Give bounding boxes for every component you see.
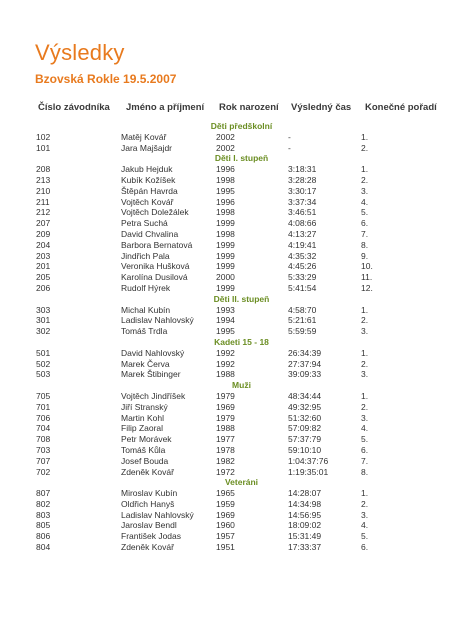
table-row <box>0 369 457 380</box>
racer-number: 803 <box>36 509 51 520</box>
table-row <box>0 283 457 294</box>
final-time: 26:34:39 <box>288 347 322 358</box>
table-row <box>0 175 457 186</box>
category-heading: Veteráni <box>224 477 259 488</box>
final-rank: 1. <box>361 131 369 142</box>
birth-year: 1978 <box>216 444 235 455</box>
racer-name: František Jodas <box>121 531 181 542</box>
final-time: 4:08:66 <box>288 218 317 229</box>
birth-year: 1960 <box>216 520 235 531</box>
table-row <box>0 467 457 478</box>
racer-name: Filip Zaoral <box>121 423 164 434</box>
category-heading: Kadeti 15 - 18 <box>214 336 269 347</box>
final-time: 3:28:28 <box>288 174 317 185</box>
table-row <box>0 164 457 175</box>
racer-number: 701 <box>36 401 51 412</box>
birth-year: 1999 <box>216 261 235 272</box>
final-time: 57:37:79 <box>288 434 322 445</box>
final-rank: 3. <box>361 412 369 423</box>
final-rank: 4. <box>361 196 369 207</box>
racer-number: 211 <box>36 196 50 207</box>
racer-name: Rudolf Hýrek <box>121 282 171 293</box>
final-rank: 5. <box>361 531 369 542</box>
racer-name: Jindřich Pala <box>121 250 170 261</box>
final-time: 5:21:61 <box>288 315 317 326</box>
racer-name: Michal Kubín <box>121 304 171 315</box>
birth-year: 1969 <box>216 509 235 520</box>
racer-number: 207 <box>36 218 51 229</box>
table-row <box>0 186 457 197</box>
racer-number: 209 <box>36 228 51 239</box>
event-subtitle: Bzovská Rokle 19.5.2007 <box>35 72 177 86</box>
birth-year: 1979 <box>216 412 235 423</box>
birth-year: 1992 <box>216 347 235 358</box>
racer-number: 705 <box>36 390 51 401</box>
birth-year: 1993 <box>216 304 235 315</box>
racer-number: 805 <box>36 520 51 531</box>
final-rank: 1. <box>361 164 369 175</box>
final-time: 4:45:26 <box>288 261 317 272</box>
racer-name: Martin Kohl <box>121 412 164 423</box>
final-rank: 2. <box>361 142 369 153</box>
final-time: 59:10:10 <box>288 444 322 455</box>
racer-name: Josef Bouda <box>121 455 169 466</box>
final-rank: 8. <box>361 239 369 250</box>
racer-name: Tomáš Kůla <box>121 444 166 455</box>
racer-number: 807 <box>36 488 51 499</box>
header-time: Výsledný čas <box>291 102 352 113</box>
table-row <box>0 413 457 424</box>
birth-year: 1969 <box>216 401 235 412</box>
racer-name: Veronika Hušková <box>121 261 190 272</box>
category-heading: Muži <box>232 380 251 391</box>
racer-number: 212 <box>36 207 51 218</box>
final-rank: 5. <box>361 434 369 445</box>
final-time: - <box>288 131 291 142</box>
racer-name: Ladislav Nahlovský <box>121 509 194 520</box>
final-rank: 3. <box>361 369 369 380</box>
final-time: 1:19:35:01 <box>288 466 329 477</box>
final-time: 4:19:41 <box>288 239 317 250</box>
birth-year: 1965 <box>216 488 235 499</box>
racer-name: Karolína Dusilová <box>121 272 188 283</box>
final-rank: 10. <box>361 261 373 272</box>
racer-name: Marek Štibinger <box>121 369 181 380</box>
final-time: 14:34:98 <box>288 498 322 509</box>
final-rank: 2. <box>361 358 369 369</box>
table-row <box>0 359 457 370</box>
final-rank: 2. <box>361 498 369 509</box>
table-row <box>0 251 457 262</box>
final-rank: 5. <box>361 207 369 218</box>
racer-name: Štěpán Havrda <box>121 185 178 196</box>
racer-number: 301 <box>36 315 51 326</box>
category-heading: Děti II. stupeň <box>213 293 270 304</box>
table-row <box>0 315 457 326</box>
birth-year: 2002 <box>216 142 235 153</box>
final-time: 5:59:59 <box>288 326 317 337</box>
final-time: 3:18:31 <box>288 164 317 175</box>
racer-number: 203 <box>36 250 51 261</box>
table-row <box>0 434 457 445</box>
final-rank: 7. <box>361 455 369 466</box>
racer-name: Jara Majšajdr <box>121 142 173 153</box>
birth-year: 1999 <box>216 250 235 261</box>
racer-number: 208 <box>36 164 51 175</box>
birth-year: 1998 <box>216 174 235 185</box>
header-rank: Konečné pořadí <box>365 102 437 113</box>
birth-year: 1982 <box>216 455 235 466</box>
racer-number: 503 <box>36 369 51 380</box>
table-header <box>0 102 457 116</box>
final-rank: 12. <box>361 282 373 293</box>
final-time: 17:33:37 <box>288 542 322 553</box>
racer-number: 101 <box>36 142 51 153</box>
racer-name: Zdeněk Kovář <box>121 466 174 477</box>
final-time: 18:09:02 <box>288 520 322 531</box>
final-time: 4:35:32 <box>288 250 317 261</box>
table-row <box>0 218 457 229</box>
racer-name: Kubík Kožíšek <box>121 174 176 185</box>
final-rank: 3. <box>361 185 369 196</box>
final-rank: 7. <box>361 228 369 239</box>
racer-name: Jakub Hejduk <box>121 164 173 175</box>
table-row <box>0 143 457 154</box>
final-time: 5:33:29 <box>288 272 317 283</box>
racer-name: Oldřich Hanyš <box>121 498 175 509</box>
table-row <box>0 229 457 240</box>
final-time: 51:32:60 <box>288 412 322 423</box>
racer-number: 703 <box>36 444 51 455</box>
final-time: 3:37:34 <box>288 196 317 207</box>
racer-name: Jiří Stranský <box>121 401 168 412</box>
racer-number: 708 <box>36 434 51 445</box>
table-row <box>0 423 457 434</box>
racer-number: 706 <box>36 412 51 423</box>
header-number: Číslo závodníka <box>38 102 110 113</box>
final-time: 4:58:70 <box>288 304 317 315</box>
racer-number: 702 <box>36 466 51 477</box>
final-time: 3:46:51 <box>288 207 317 218</box>
table-row <box>0 305 457 316</box>
racer-number: 303 <box>36 304 51 315</box>
final-time: 4:13:27 <box>288 228 317 239</box>
table-row <box>0 402 457 413</box>
birth-year: 1994 <box>216 315 235 326</box>
birth-year: 1998 <box>216 207 235 218</box>
table-row <box>0 132 457 143</box>
racer-name: Marek Červa <box>121 358 170 369</box>
table-row <box>0 261 457 272</box>
racer-number: 201 <box>36 261 51 272</box>
racer-number: 302 <box>36 326 51 337</box>
final-rank: 1. <box>361 390 369 401</box>
final-time: 39:09:33 <box>288 369 322 380</box>
table-row <box>0 326 457 337</box>
final-rank: 9. <box>361 250 369 261</box>
final-time: 15:31:49 <box>288 531 322 542</box>
final-rank: 4. <box>361 423 369 434</box>
final-time: 27:37:94 <box>288 358 322 369</box>
final-rank: 1. <box>361 304 369 315</box>
final-rank: 3. <box>361 326 369 337</box>
table-row <box>0 542 457 553</box>
final-rank: 6. <box>361 218 369 229</box>
racer-number: 210 <box>36 185 51 196</box>
racer-name: David Nahlovský <box>121 347 185 358</box>
racer-name: Miroslav Kubín <box>121 488 178 499</box>
table-row <box>0 520 457 531</box>
final-rank: 6. <box>361 444 369 455</box>
final-time: 57:09:82 <box>288 423 322 434</box>
table-row <box>0 348 457 359</box>
birth-year: 1995 <box>216 185 235 196</box>
racer-name: Ladislav Nahlovský <box>121 315 194 326</box>
birth-year: 1999 <box>216 218 235 229</box>
final-rank: 1. <box>361 488 369 499</box>
table-row <box>0 488 457 499</box>
table-row <box>0 456 457 467</box>
category-heading: Děti I. stupeň <box>214 153 269 164</box>
final-time: 14:28:07 <box>288 488 322 499</box>
table-row <box>0 531 457 542</box>
header-year: Rok narození <box>219 102 279 113</box>
birth-year: 1979 <box>216 390 235 401</box>
final-time: 14:56:95 <box>288 509 322 520</box>
racer-number: 707 <box>36 455 51 466</box>
birth-year: 1988 <box>216 423 235 434</box>
final-rank: 2. <box>361 315 369 326</box>
final-rank: 11. <box>361 272 373 283</box>
racer-name: Matěj Kovář <box>121 131 167 142</box>
racer-number: 501 <box>36 347 51 358</box>
birth-year: 1992 <box>216 358 235 369</box>
racer-number: 704 <box>36 423 51 434</box>
final-rank: 1. <box>361 347 369 358</box>
table-row <box>0 240 457 251</box>
racer-number: 204 <box>36 239 51 250</box>
racer-name: Jaroslav Bendl <box>121 520 177 531</box>
racer-name: David Chvalina <box>121 228 179 239</box>
table-row <box>0 207 457 218</box>
birth-year: 1996 <box>216 164 235 175</box>
racer-name: Tomáš Trdla <box>121 326 168 337</box>
birth-year: 2000 <box>216 272 235 283</box>
racer-name: Zdeněk Kovář <box>121 542 174 553</box>
table-row <box>0 445 457 456</box>
birth-year: 1959 <box>216 498 235 509</box>
final-time: 1:04:37:76 <box>288 455 329 466</box>
table-row <box>0 499 457 510</box>
header-name: Jméno a příjmení <box>126 102 205 113</box>
racer-number: 806 <box>36 531 51 542</box>
racer-name: Petr Morávek <box>121 434 172 445</box>
birth-year: 1995 <box>216 326 235 337</box>
final-time: 3:30:17 <box>288 185 317 196</box>
table-row <box>0 197 457 208</box>
results-table <box>0 121 457 553</box>
racer-number: 213 <box>36 174 51 185</box>
birth-year: 1996 <box>216 196 235 207</box>
table-row <box>0 510 457 521</box>
final-time: 5:41:54 <box>288 282 317 293</box>
final-time: 49:32:95 <box>288 401 322 412</box>
racer-number: 802 <box>36 498 51 509</box>
table-row <box>0 272 457 283</box>
birth-year: 1988 <box>216 369 235 380</box>
racer-name: Vojtěch Doležálek <box>121 207 189 218</box>
final-rank: 3. <box>361 509 369 520</box>
racer-name: Vojtěch Jindříšek <box>121 390 186 401</box>
birth-year: 1957 <box>216 531 235 542</box>
racer-number: 205 <box>36 272 51 283</box>
final-rank: 8. <box>361 466 369 477</box>
final-rank: 2. <box>361 174 369 185</box>
final-rank: 4. <box>361 520 369 531</box>
birth-year: 1999 <box>216 239 235 250</box>
birth-year: 1998 <box>216 228 235 239</box>
racer-name: Barbora Bernatová <box>121 239 193 250</box>
racer-number: 502 <box>36 358 51 369</box>
racer-name: Vojtěch Kovář <box>121 196 174 207</box>
birth-year: 1999 <box>216 282 235 293</box>
birth-year: 1972 <box>216 466 235 477</box>
table-row <box>0 391 457 402</box>
page-title: Výsledky <box>35 40 125 65</box>
final-rank: 6. <box>361 542 369 553</box>
category-heading: Děti předškolní <box>210 121 273 131</box>
racer-name: Petra Suchá <box>121 218 168 229</box>
final-time: 48:34:44 <box>288 390 322 401</box>
birth-year: 2002 <box>216 131 235 142</box>
racer-number: 102 <box>36 131 51 142</box>
final-time: - <box>288 142 291 153</box>
birth-year: 1951 <box>216 542 235 553</box>
racer-number: 206 <box>36 282 51 293</box>
birth-year: 1977 <box>216 434 235 445</box>
final-rank: 2. <box>361 401 369 412</box>
racer-number: 804 <box>36 542 51 553</box>
